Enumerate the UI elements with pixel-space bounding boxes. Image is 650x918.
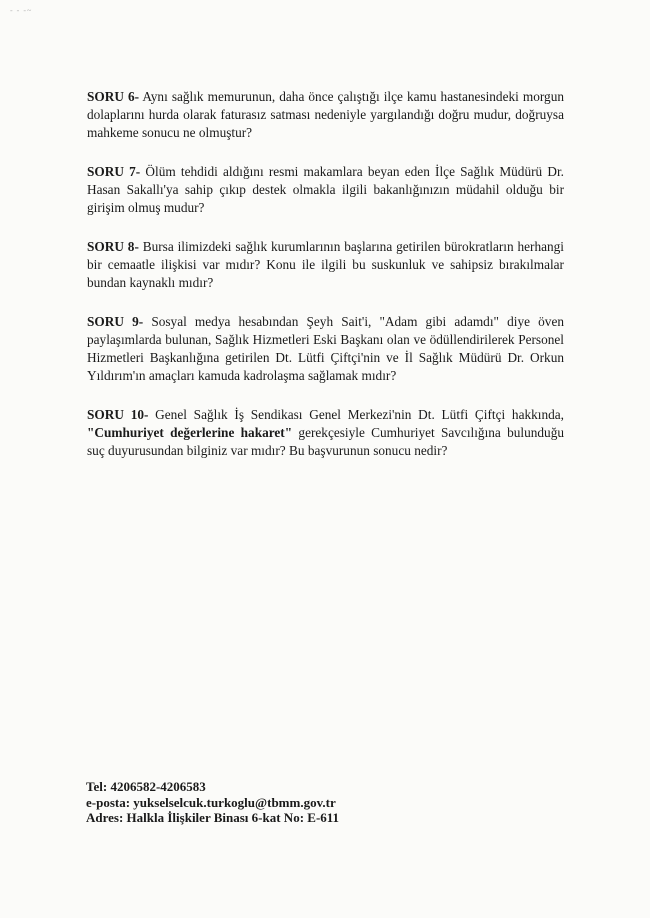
question-label: SORU 6- xyxy=(87,89,140,104)
question-text: Sosyal medya hesabından Şeyh Sait'i, "Adam gibi adamdı" diye öven paylaşımlarda bulunan, Sağlık Hizmetleri Eski Başkanı olan ve ödüllendirilerek Personel Hizmetleri Başkanlığına getirilen Dt. Lütfi Çiftçi'nin ve İl Sağlık Müdürü Dr. Orkun Yıldırım'ın amaçları kamuda kadrolaşma sağlamak mıdır? xyxy=(87,314,564,383)
question-text: Aynı sağlık memurunun, daha önce çalıştığı ilçe kamu hastanesindeki morgun dolaplarını hurda olarak faturasız satması nedeniyle yargılandığı doğru mudur, doğruysa mahkeme sonucu ne olmuştur? xyxy=(87,89,564,140)
question-text: gerekçesiyle Cumhuriyet Savcılığına bulunduğu suç duyurusundan bilginiz var mıdır? Bu başvurunun sonucu nedir? xyxy=(87,425,564,458)
quoted-phrase: "Cumhuriyet değerlerine hakaret" xyxy=(87,425,293,440)
question-text: Bursa ilimizdeki sağlık kurumlarının başlarına getirilen bürokratların herhangi bir cemaatle ilişkisi var mıdır? Konu ile ilgili bu suskunluk ve sahipsiz bırakılmalar bundan kaynaklı mıdır? xyxy=(87,239,565,290)
question-7 xyxy=(87,163,564,217)
question-label: SORU 8- xyxy=(87,239,139,254)
question-label: SORU 10- xyxy=(87,407,149,422)
corner-mark: - - -~ xyxy=(10,6,33,15)
question-text: Genel Sağlık İş Sendikası Genel Merkezi'nin Dt. Lütfi Çiftçi hakkında, xyxy=(148,407,564,422)
question-label: SORU 9- xyxy=(87,314,144,329)
contact-address: Adres: Halkla İlişkiler Binası 6-kat No: E-611 xyxy=(86,810,340,825)
question-label: SORU 7- xyxy=(87,164,141,179)
question-text: Ölüm tehdidi aldığını resmi makamlara beyan eden İlçe Sağlık Müdürü Dr. Hasan Sakallı'ya sahip çıkıp destek olmakla ilgili bakanlığınızın müdahil olduğu bir girişim olmuş mudur? xyxy=(87,164,564,215)
question-6 xyxy=(87,88,564,142)
contact-email: e-posta: yukselselcuk.turkoglu@tbmm.gov.tr xyxy=(86,794,336,810)
question-list xyxy=(87,88,564,481)
contact-phone: Tel: 4206582-4206583 xyxy=(86,779,206,794)
question-9 xyxy=(87,313,564,385)
question-10 xyxy=(87,406,564,460)
contact-footer xyxy=(86,779,339,826)
question-8 xyxy=(87,238,564,292)
